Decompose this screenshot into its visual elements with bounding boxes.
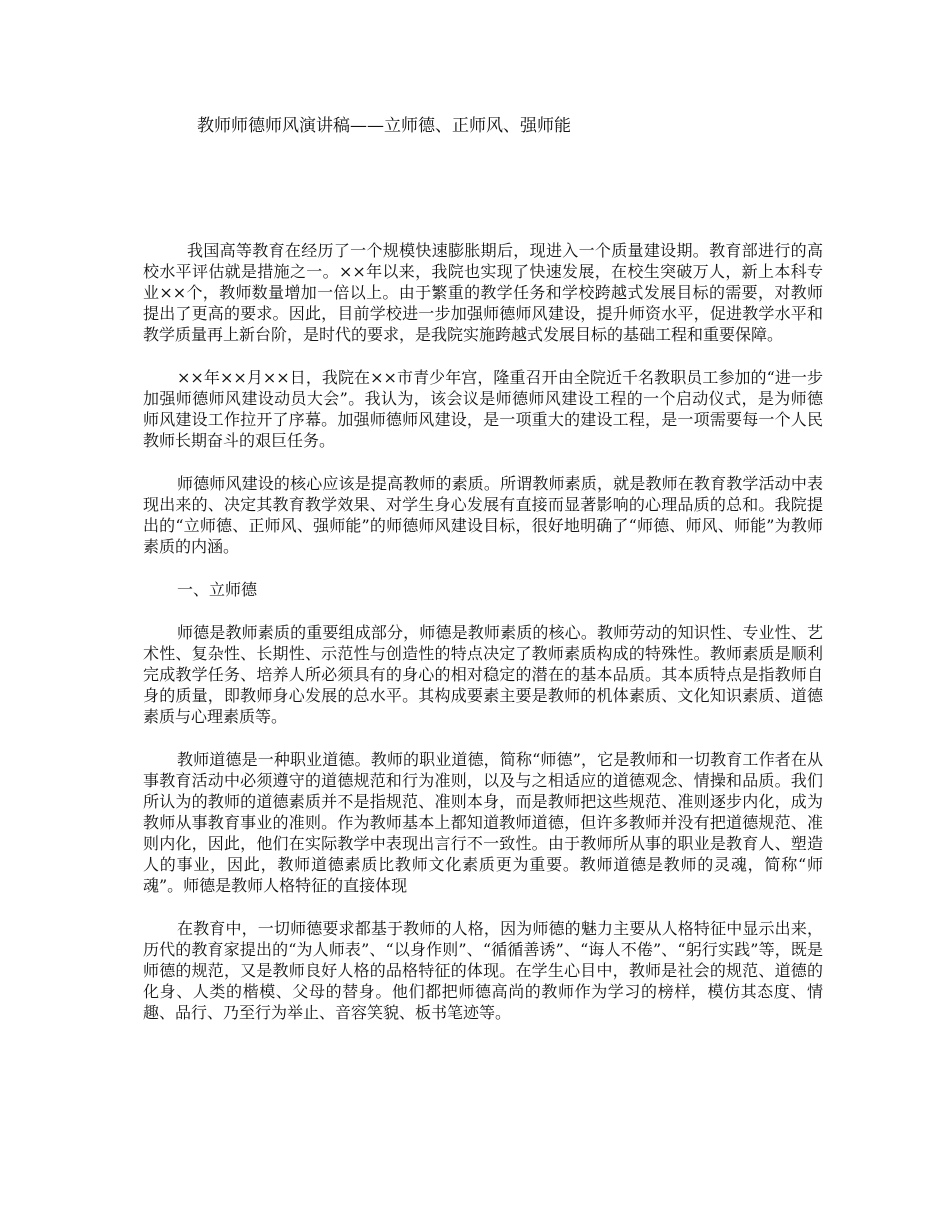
document-body [143, 240, 823, 1045]
section-paragraph-1: 师德是教师素质的重要组成部分，师德是教师素质的核心。教师劳动的知识性、专业性、艺术性、复杂性、长期性、示范性与创造性的特点决定了教师素质构成的特殊性。教师素质是顺利完成教学任务、培养人所必须具有的身心的相对稳定的潜在的基本品质。其本质特点是指教师自身的质量，即教师身心发展的总水平。其构成要素主要是教师的机体素质、文化知识素质、道德素质与心理素质等。 [143, 623, 823, 726]
document-title: 教师师德师风演讲稿——立师德、正师风、强师能 [197, 116, 571, 136]
intro-paragraph-1: 我国高等教育在经历了一个规模快速膨胀期后，现进入一个质量建设期。教育部进行的高校水平评估就是措施之一。××年以来，我院也实现了快速发展，在校生突破万人，新上本科专业××个，教师数量增加一倍以上。由于繁重的教学任务和学校跨越式发展目标的需要，对教师提出了更高的要求。因此，目前学校进一步加强师德师风建设，提升师资水平，促进教学水平和教学质量再上新台阶，是时代的要求，是我院实施跨越式发展目标的基础工程和重要保障。 [143, 241, 823, 344]
intro-paragraph-3: 师德师风建设的核心应该是提高教师的素质。所谓教师素质，就是教师在教育教学活动中表现出来的、决定其教育教学效果、对学生身心发展有直接而显著影响的心理品质的总和。我院提出的“立师德、正师风、强师能”的师德师风建设目标，很好地明确了“师德、师风、师能”为教师素质的内涵。 [143, 474, 823, 556]
intro-paragraph-2: ××年××月××日，我院在××市青少年宫，隆重召开由全院近千名教职员工参加的“进一步加强师德师风建设动员大会”。我认为，该会议是师德师风建设工程的一个启动仪式，是为师德师风建设工作拉开了序幕。加强师德师风建设，是一项重大的建设工程，是一项需要每一个人民教师长期奋斗的艰巨任务。 [143, 368, 823, 450]
section-paragraph-3: 在教育中，一切师德要求都基于教师的人格，因为师德的魅力主要从人格特征中显示出来，历代的教育家提出的“为人师表”、“以身作则”、“循循善诱”、“诲人不倦”、“躬行实践”等，既是师德的规范，又是教师良好人格的品格特征的体现。在学生心目中，教师是社会的规范、道德的化身、人类的楷模、父母的替身。他们都把师德高尚的教师作为学习的榜样，模仿其态度、情趣、品行、乃至行为举止、音容笑貌、板书笔迹等。 [143, 919, 823, 1022]
section-paragraph-2: 教师道德是一种职业道德。教师的职业道德，简称“师德”，它是教师和一切教育工作者在从事教育活动中必须遵守的道德规范和行为准则，以及与之相适应的道德观念、情操和品质。我们所认为的教师的道德素质并不是指规范、准则本身，而是教师把这些规范、准则逐步内化，成为教师从事教育事业的准则。作为教师基本上都知道教师道德，但许多教师并没有把道德规范、准则内化，因此，他们在实际教学中表现出言行不一致性。由于教师所从事的职业是教育人、塑造人的事业，因此，教师道德素质比教师文化素质更为重要。教师道德是教师的灵魂，简称“师魂”。师德是教师人格特征的直接体现 [143, 750, 823, 895]
section-heading: 一、立师德 [177, 580, 258, 599]
